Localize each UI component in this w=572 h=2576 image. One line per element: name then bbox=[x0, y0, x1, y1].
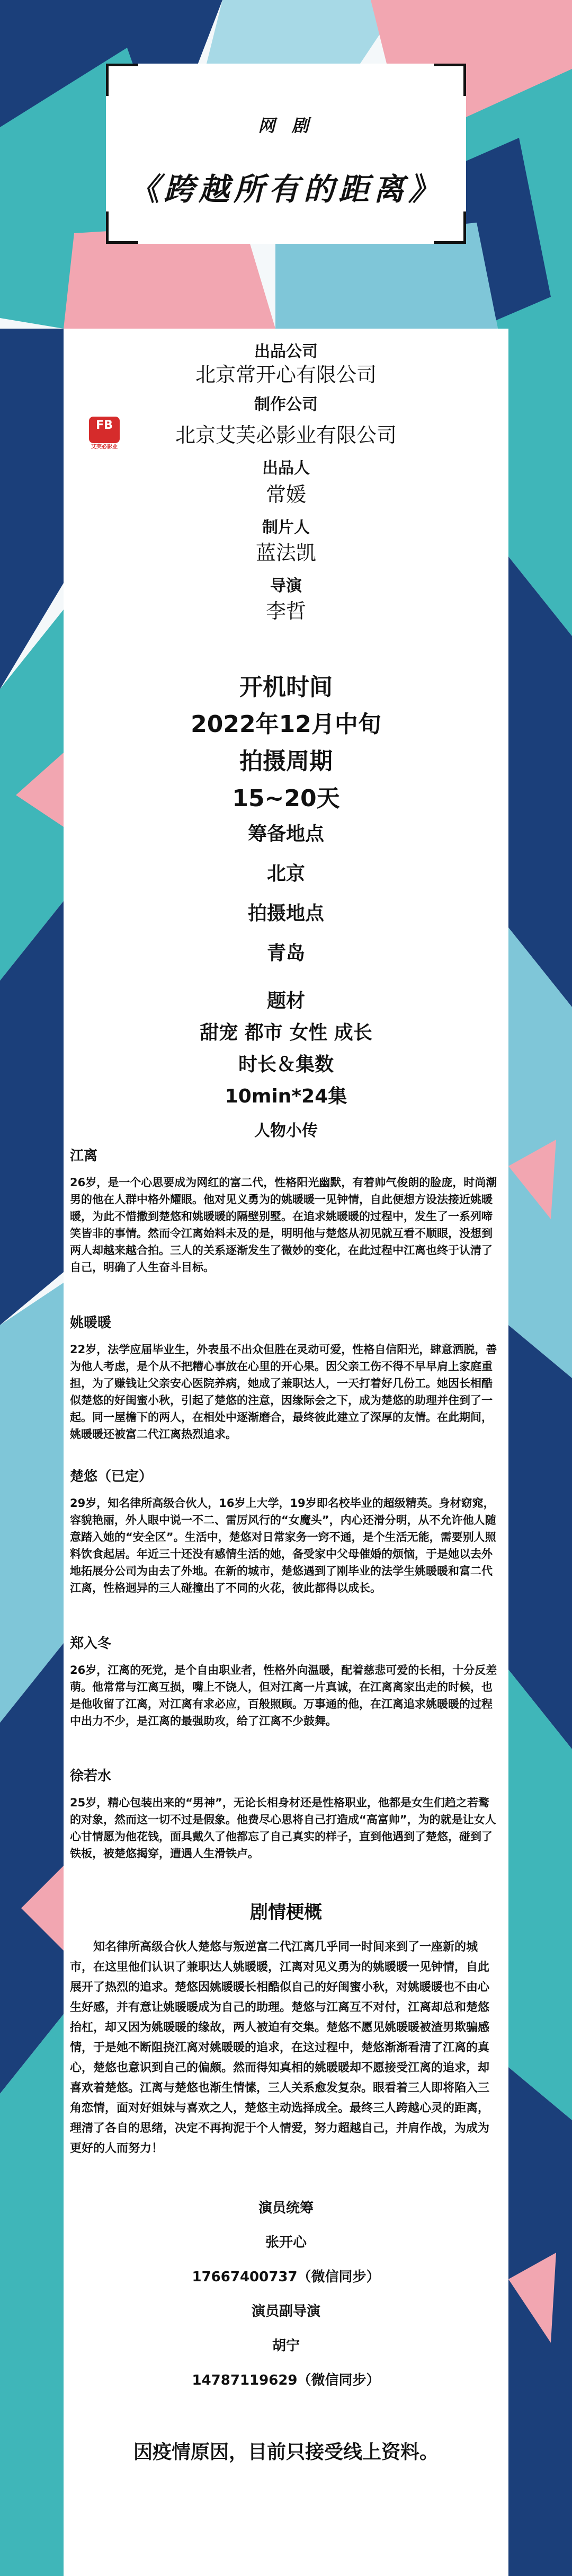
length-label: 时长＆集数 bbox=[238, 1054, 334, 1075]
director-label: 导演 bbox=[270, 577, 302, 595]
company-logo-icon: FB 艾芙必影业 bbox=[89, 417, 120, 443]
producer-name: 常媛 bbox=[265, 483, 306, 506]
drama-title: 《跨越所有的距离》 bbox=[128, 171, 443, 207]
character-bio: 25岁，精心包装出来的“男神”，无论长相身材还是性格职业，他都是女生们趋之若鹜的对象，然而这一切不过是假象。他费尽心思将自己打造成“高富帅”，为的就是让女人心甘情愿为他花钱，面具戴久了他都忘了自己真实的样子，直到他遇到了楚悠，碰到了铁板，被楚悠揭穿，遭遇人生滑铁卢。 bbox=[70, 1796, 496, 1860]
prep-location: 北京 bbox=[266, 863, 305, 885]
deputy-phone: 14787119629（微信同步） bbox=[192, 2372, 380, 2388]
character-bio: 26岁，江离的死党，是个自由职业者，性格外向温暖，配着慈悲可爱的长相，十分反差萌。他常常与江离互损，嘴上不饶人，但对江离一片真诚，在江离离家出走的时候，也是他收留了江离，对江离有求必应，百般照顾。万事通的他，在江离追求姚暖暖的过程中出力不少，是江离的最强助攻，给了江离不少鼓舞。 bbox=[70, 1664, 497, 1727]
director-name: 李哲 bbox=[265, 599, 306, 623]
executive-name: 蓝法凯 bbox=[255, 541, 316, 564]
character-bio: 26岁，是一个心思要成为网红的富二代，性格阳光幽默，有着帅气俊朗的脸庞，时尚潮男的他在人群中格外耀眼。他对见义勇为的姚暖暖一见钟情，自此便想方设法接近姚暖暖，为此不惜撒到楚悠和姚暖暖的隔壁别墅。在追求姚暖暖的过程中，发生了一系列啼笑皆非的事情。然而令江离始料未及的是，明明他与楚悠从初见就互看不顺眼，没想到两人却越来越合拍。三人的关系逐渐发生了微妙的变化，在此过程中江离也终于认清了自己，明确了人生奋斗目标。 bbox=[70, 1176, 497, 1274]
coordinator-label: 演员统筹 bbox=[258, 2200, 314, 2216]
category-label: 网 剧 bbox=[258, 116, 314, 136]
title-card bbox=[106, 64, 466, 244]
synopsis-title: 剧情梗概 bbox=[250, 1902, 322, 1923]
character-name: 郑入冬 bbox=[70, 1636, 112, 1652]
maker-company: 北京艾芙必影业有限公司 bbox=[175, 424, 397, 447]
character-name: 姚暖暖 bbox=[70, 1315, 112, 1331]
theme-label: 题材 bbox=[266, 990, 305, 1012]
length-episodes: 10min*24集 bbox=[225, 1086, 347, 1107]
character-name: 江离 bbox=[70, 1148, 98, 1164]
shoot-location-label: 拍摄地点 bbox=[247, 903, 324, 924]
theme: 甜宠 都市 女性 成长 bbox=[200, 1022, 372, 1044]
start-time: 2022年12月中旬 bbox=[191, 711, 381, 738]
characters-title: 人物小传 bbox=[254, 1122, 318, 1140]
character-name: 徐若水 bbox=[70, 1768, 112, 1784]
frame-corner-bottom-left bbox=[106, 211, 138, 244]
character-bio: 22岁，法学应届毕业生，外表虽不出众但胜在灵动可爱，性格自信阳光，肆意洒脱，善为他人考虑，是个从不把糟心事放在心里的开心果。因父亲工伤不得不早早肩上家庭重担，为了赚钱让父亲安心医院养病，她成了兼职达人，一天打着好几份工。她因长相酷似楚悠的好闺蜜小秋，引起了楚悠的注意，因缘际会之下，成为楚悠的助理并住到了一起。同一屋檐下的两人，在相处中逐渐磨合，最终彼此建立了深厚的友情。在此期间，姚暖暖还被富二代江离热烈追求。 bbox=[70, 1343, 497, 1441]
frame-corner-top-right bbox=[434, 64, 466, 96]
shoot-period: 15~20天 bbox=[232, 785, 340, 812]
deputy-label: 演员副导演 bbox=[251, 2304, 320, 2319]
start-time-label: 开机时间 bbox=[239, 674, 333, 701]
footer-notice: 因疫情原因，目前只接受线上资料。 bbox=[133, 2441, 439, 2463]
executive-label: 制片人 bbox=[262, 518, 310, 537]
producer-company: 北京常开心有限公司 bbox=[195, 363, 377, 386]
character-bio: 29岁，知名律所高级合伙人，16岁上大学，19岁即名校毕业的超级精英。身材窈窕，容貌艳丽，外人眼中说一不二、雷厉风行的“女魔头”，内心还滑分明，从不允许他人随意踏入她的“安全区”。生活中，楚悠对日常家务一窍不通，是个生活无能，需要别人照料饮食起居。年近三十还没有感情生活的她，备受家中父母催婚的烦恼，于是她以去外地拓展分公司为由去了外地。在新的城市，楚悠遇到了刚毕业的法学生姚暖暖和富二代江离，性格迥异的三人碰撞出了不同的火花，彼此都得以成长。 bbox=[70, 1497, 496, 1594]
frame-corner-bottom-right bbox=[434, 211, 466, 244]
frame-corner-top-left bbox=[106, 64, 138, 96]
shoot-location: 青岛 bbox=[266, 942, 305, 964]
producer-label: 出品人 bbox=[262, 459, 310, 478]
prep-location-label: 筹备地点 bbox=[247, 823, 324, 845]
coordinator-phone: 17667400737（微信同步） bbox=[192, 2269, 380, 2285]
shoot-period-label: 拍摄周期 bbox=[239, 748, 333, 775]
character-name: 楚悠（已定） bbox=[70, 1469, 153, 1485]
coordinator-name: 张开心 bbox=[265, 2235, 307, 2251]
deputy-name: 胡宁 bbox=[272, 2338, 300, 2354]
synopsis-text: 知名律所高级合伙人楚悠与叛逆富二代江离几乎同一时间来到了一座新的城市，在这里他们认识了兼职达人姚暖暖，江离对见义勇为的姚暖暖一见钟情，自此展开了热烈的追求。楚悠因姚暖暖长相酷似自己的好闺蜜小秋，对姚暖暖也不由心生好感，并有意让姚暖暖成为自己的助理。楚悠与江离互不对付，江离却总和楚悠抬杠，却又因为姚暖暖的缘故，两人被迫有交集。楚悠不愿见姚暖暖被渣男欺骗感情，于是她不断阻挠江离对姚暖暖的追求，在这过程中，楚悠渐渐看清了江离的真心，楚悠也意识到自己的偏颇。然而得知真相的姚暖暖却不愿接受江离的追求，却喜欢着楚悠。江离与楚悠也渐生情愫，三人关系愈发复杂。眼看着三人即将陷入三角恋情，面对好姐妹与喜欢之人，楚悠主动选择成全。最终三人跨越心灵的距离，理清了各自的思绪，决定不再拘泥于个人情爱，努力超越自己，并肩作战，为成为更好的人而努力！ bbox=[70, 1940, 490, 2155]
producer-company-label: 出品公司 bbox=[254, 342, 318, 361]
maker-label: 制作公司 bbox=[254, 395, 318, 414]
